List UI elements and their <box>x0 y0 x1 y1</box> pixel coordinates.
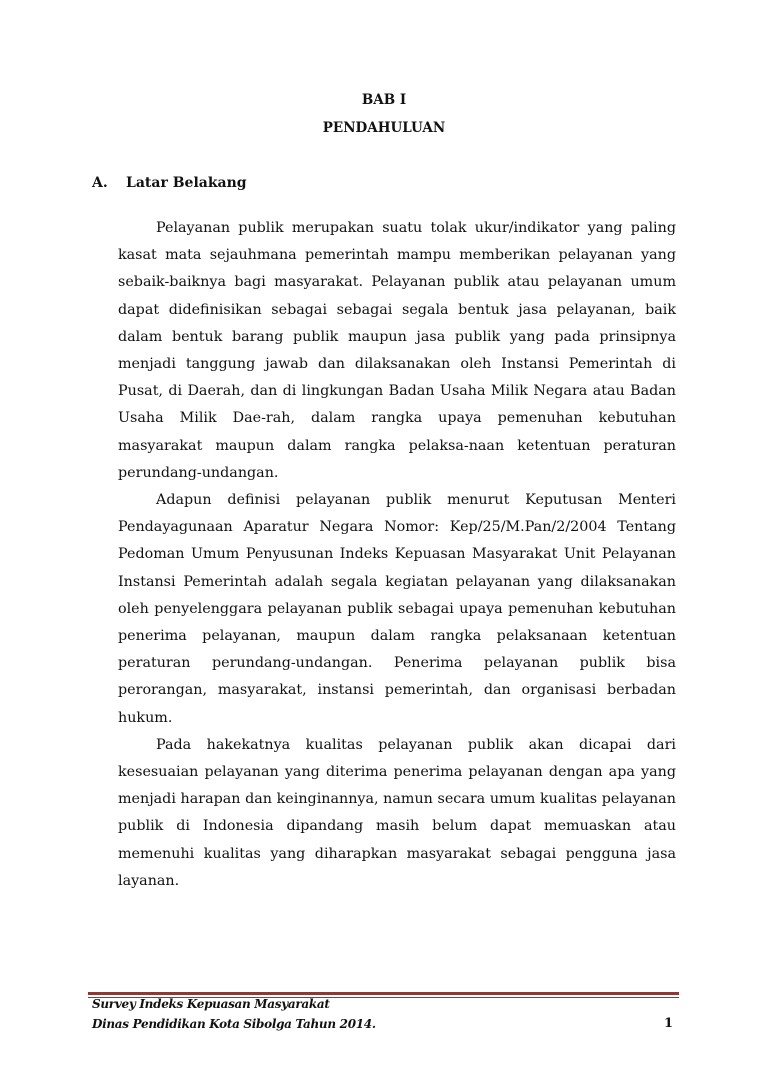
page-number: 1 <box>664 1016 674 1031</box>
paragraph-1: Pelayanan publik merupakan suatu tolak ukur/indikator yang paling kasat mata sejauhmana pemerintah mampu memberikan pelayanan yang sebaik-baiknya bagi masyarakat. Pelayanan publik atau pelayanan umum dapat didefinisikan sebagai sebagai segala bentuk jasa pelayanan, baik dalam bentuk barang publik maupun jasa publik yang pada prinsipnya menjadi tanggung jawab dan dilaksanakan oleh Instansi Pemerintah di Pusat, di Daerah, dan di lingkungan Badan Usaha Milik Negara atau Badan Usaha Milik Dae-rah, dalam rangka upaya pemenuhan kebutuhan masyarakat maupun dalam rangka pelaksa-naan ketentuan peraturan perundang-undangan. <box>118 220 676 481</box>
footer-survey-title: Survey Indeks Kepuasan Masyarakat <box>92 997 330 1011</box>
chapter-number: BAB I <box>361 92 407 108</box>
paragraph-3: Pada hakekatnya kualitas pelayanan publik akan dicapai dari kesesuaian pelayanan yang diterima penerima pelayanan dengan apa yang menjadi harapan dan keinginannya, namun secara umum kualitas pelayanan publik di Indonesia dipandang masih belum dapat memuaskan atau memenuhi kualitas yang diharapkan masyarakat sebagai pengguna jasa layanan. <box>118 736 676 889</box>
footer-rule-thick <box>88 992 679 995</box>
footer-institution: Dinas Pendidikan Kota Sibolga Tahun 2014. <box>92 1017 376 1031</box>
paragraph-2: Adapun definisi pelayanan publik menurut Keputusan Menteri Pendayagunaan Aparatur Negara Nomor: Kep/25/M.Pan/2/2004 Tentang Pedoman Umum Penyusunan Indeks Kepuasan Masyarakat Unit Pelayanan Instansi Pemerintah adalah segala kegiatan pelayanan yang dilaksanakan oleh penyelenggara pelayanan publik sebagai upaya pemenuhan kebutuhan penerima pelayanan, maupun dalam rangka pelaksanaan ketentuan peraturan perundang-undangan. Penerima pelayanan publik bisa perorangan, masyarakat, instansi pemerintah, dan organisasi berbadan hukum. <box>118 492 676 726</box>
section-title: Latar Belakang <box>126 175 247 191</box>
body-text <box>118 215 676 895</box>
chapter-title: PENDAHULUAN <box>322 120 446 136</box>
section-letter: A. <box>92 175 108 191</box>
section-heading <box>92 175 247 191</box>
